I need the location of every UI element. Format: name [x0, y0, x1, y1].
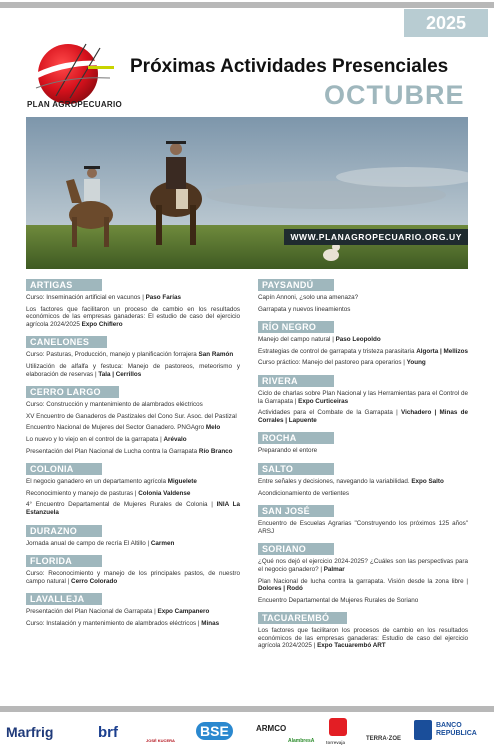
- activity-item: [26, 478, 240, 486]
- department-heading: LAVALLEJA: [26, 593, 102, 605]
- activity-item: [258, 558, 468, 573]
- activity-item: [258, 348, 468, 356]
- department-section: [258, 608, 468, 650]
- activity-text: Garrapata y nuevos lineamientos: [258, 305, 351, 313]
- page-title: Próximas Actividades Presenciales: [130, 56, 449, 77]
- department-heading: COLONIA: [26, 463, 102, 475]
- activity-location: Algorta | Mellizos: [416, 347, 469, 355]
- activity-location: Expo Campanero: [157, 608, 210, 616]
- sponsor-armco: ARMCO: [256, 724, 287, 733]
- department-heading: SALTO: [258, 463, 334, 475]
- activity-text: Encuentro Departamental de Mujeres Rurales de Soriano: [258, 596, 419, 604]
- activity-item: [258, 478, 468, 486]
- activity-text: Curso: Instalación y mantenimiento de alambrados eléctricos |: [26, 619, 202, 627]
- sponsor-strip: [0, 714, 494, 750]
- sponsor-marfrig: Marfrig: [6, 724, 54, 740]
- activity-item: [258, 447, 468, 455]
- sponsor-alambres: AlambresA: [288, 738, 315, 744]
- activity-item: [26, 448, 240, 456]
- department-section: [258, 501, 468, 535]
- activity-location: Expo Tacuarembó ART: [317, 642, 386, 650]
- activity-text: Los factores que facilitaron un proceso de cambio en los resultados económicos de las empresas ganaderas: El estudio de caso del ejercicio agrícola 2024/2025: [26, 305, 240, 328]
- sponsor-torrevaja-mark: [329, 718, 347, 736]
- activity-item: [258, 597, 468, 605]
- activity-text: Estrategias de control de garrapata y tristeza parasitaria: [258, 347, 417, 355]
- activity-location: Expo Chiflero: [81, 320, 123, 328]
- department-section: [26, 521, 240, 548]
- activity-text: Curso práctico: Manejo del pastoreo para operarios |: [258, 359, 407, 367]
- bottom-rule: [0, 706, 494, 712]
- activity-text: XV Encuentro de Ganaderos de Pastizales del Cono Sur. Asoc. del Pastizal: [26, 412, 237, 420]
- sponsor-kucera: JOSÉ KUCERA: [146, 738, 175, 743]
- activity-location: Young: [406, 359, 426, 367]
- department-section: [26, 382, 240, 455]
- activity-item: [26, 413, 240, 421]
- department-heading: DURAZNO: [26, 525, 102, 537]
- activity-location: Miguelete: [167, 478, 197, 486]
- activity-text: Curso: Construcción y mantenimiento de alambrados eléctricos: [26, 401, 203, 409]
- department-section: [26, 551, 240, 585]
- activity-location: Colonia Valdense: [138, 489, 191, 497]
- activity-item: [258, 294, 468, 302]
- activity-item: [26, 501, 240, 516]
- activity-item: [258, 490, 468, 498]
- activity-item: [26, 351, 240, 359]
- activity-text: Curso: Inseminación artificial en vacunos |: [26, 294, 146, 301]
- activity-location: Minas: [201, 619, 220, 627]
- activity-location: Cerro Colorado: [71, 577, 118, 585]
- activity-location: Carmen: [150, 539, 175, 547]
- department-section: [26, 459, 240, 516]
- sponsor-brou-mark: [414, 720, 432, 740]
- activity-item: [26, 401, 240, 409]
- activity-item: [258, 390, 468, 405]
- activity-location: San Ramón: [198, 351, 234, 359]
- activity-item: [258, 627, 468, 650]
- activity-text: Entre señales y decisiones, navegando la variabilidad.: [258, 477, 412, 485]
- top-rule: [0, 2, 494, 8]
- activity-item: [258, 578, 468, 593]
- activity-location: Expo Curticeiras: [298, 397, 349, 405]
- department-section: [258, 317, 468, 367]
- activity-location: INIA La Estanzuela: [26, 501, 240, 516]
- activity-item: [258, 336, 468, 344]
- left-column: [26, 275, 240, 631]
- sponsor-bse: BSE: [196, 722, 233, 740]
- activity-text: ¿Qué nos dejó el ejercicio 2024-2025? ¿Cuáles son las perspectivas para el negocio ganadero? |: [258, 558, 468, 573]
- department-heading: SORIANO: [258, 543, 334, 555]
- department-section: [258, 275, 468, 313]
- activity-text: Encuentro Nacional de Mujeres del Sector Ganadero. PNGAgro: [26, 424, 206, 432]
- website-url[interactable]: WWW.PLANAGROPECUARIO.ORG.UY: [284, 229, 468, 245]
- activity-item: [26, 540, 240, 548]
- activity-location: Melo: [205, 424, 221, 432]
- activity-item: [258, 520, 468, 535]
- sponsor-brou: BANCO REPÚBLICA: [436, 722, 477, 737]
- activity-text: Curso: Reconocimiento y manejo de los principales pastos, de nuestro campo natural |: [26, 570, 240, 585]
- department-section: [26, 275, 240, 328]
- logo-text: PLAN AGROPECUARIO: [27, 100, 123, 109]
- sponsor-terrazoe: TERRA·ZOE: [366, 736, 401, 742]
- activity-text: Ciclo de charlas sobre Plan Nacional y las Herramientas para el Control de la Garrapata |: [258, 389, 468, 405]
- activity-location: Río Branco: [198, 447, 233, 455]
- activity-location: Paso Farías: [145, 294, 181, 301]
- activity-text: Encuentro de Escuelas Agrarias "Construyendo los próximos 125 años" ARSJ: [258, 520, 468, 535]
- activity-item: [26, 620, 240, 628]
- year-badge: 2025: [404, 9, 488, 37]
- activity-location: Palmar: [323, 565, 345, 573]
- department-section: [26, 332, 240, 378]
- activity-text: Acondicionamiento de vertientes: [258, 489, 350, 497]
- activity-item: [26, 570, 240, 585]
- department-heading: RIVERA: [258, 375, 334, 387]
- activity-text: Los factores que facilitaron los procesos de cambio en los resultados económicos de las empresas ganaderas: Estudio de caso del ejercicio agrícola 2024/2025 |: [258, 627, 468, 650]
- activity-location: Dolores | Rodó: [258, 585, 303, 593]
- activity-text: Plan Nacional de lucha contra la garrapata. Visión desde la zona libre |: [258, 577, 468, 585]
- activity-item: [26, 306, 240, 329]
- activity-text: Curso: Pasturas, Producción, manejo y planificación forrajera: [26, 351, 199, 359]
- right-column: [258, 275, 468, 654]
- department-section: [258, 459, 468, 497]
- activity-text: Jornada anual de campo de recría El Altillo |: [26, 539, 151, 547]
- activity-item: [258, 306, 468, 314]
- activity-text: Lo nuevo y lo viejo en el control de la garrapata |: [26, 435, 164, 443]
- sponsor-brf: brf: [98, 724, 118, 741]
- activity-item: [258, 359, 468, 367]
- activity-text: Manejo del campo natural |: [258, 336, 336, 344]
- activity-item: [26, 294, 240, 302]
- department-section: [258, 539, 468, 604]
- activity-text: Actividades para el Combate de la Garrapata |: [258, 409, 401, 417]
- month-title: OCTUBRE: [324, 80, 465, 110]
- department-section: [26, 589, 240, 627]
- activity-item: [26, 363, 240, 378]
- department-heading: ROCHA: [258, 432, 334, 444]
- sponsor-torrevaja: torrevaja: [326, 740, 346, 745]
- activity-text: El negocio ganadero en un departamento agrícola: [26, 478, 168, 486]
- plan-agropecuario-logo: [26, 36, 116, 110]
- department-heading: CERRO LARGO: [26, 386, 119, 398]
- activity-text: Reconocimiento y manejo de pasturas |: [26, 489, 139, 497]
- activity-location: Arévalo: [163, 435, 187, 443]
- department-heading: ARTIGAS: [26, 279, 102, 291]
- activity-location: Vichadero | Minas de Corrales | Lapuente: [258, 409, 468, 424]
- department-heading: TACUAREMBÓ: [258, 612, 347, 624]
- activity-text: Presentación del Plan Nacional de Lucha contra la Garrapata: [26, 447, 199, 455]
- department-heading: CANELONES: [26, 336, 107, 348]
- department-heading: FLORIDA: [26, 555, 102, 567]
- activity-location: Paso Leopoldo: [335, 336, 381, 344]
- activity-location: Expo Salto: [411, 477, 444, 485]
- department-heading: RÍO NEGRO: [258, 321, 334, 333]
- department-heading: SAN JOSÉ: [258, 505, 334, 517]
- activity-location: Tala | Cerrillos: [98, 370, 142, 378]
- activity-text: Presentación del Plan Nacional de Garrapata |: [26, 608, 158, 616]
- activity-text: Utilización de alfalfa y festuca: Manejo de pastoreos, meteorismo y elaboración de reservas |: [26, 362, 240, 378]
- department-heading: PAYSANDÚ: [258, 279, 334, 291]
- activity-item: [26, 490, 240, 498]
- department-section: [258, 371, 468, 424]
- activity-item: [258, 409, 468, 424]
- activity-text: Preparando el entore: [258, 447, 318, 455]
- activity-text: Capín Annoni, ¿solo una amenaza?: [258, 294, 359, 301]
- activity-text: 4° Encuentro Departamental de Mujeres Rurales de Colonia |: [26, 501, 217, 509]
- activity-item: [26, 424, 240, 432]
- activity-item: [26, 608, 240, 616]
- activity-item: [26, 436, 240, 444]
- department-section: [258, 428, 468, 455]
- gauchos-photo: [26, 117, 468, 269]
